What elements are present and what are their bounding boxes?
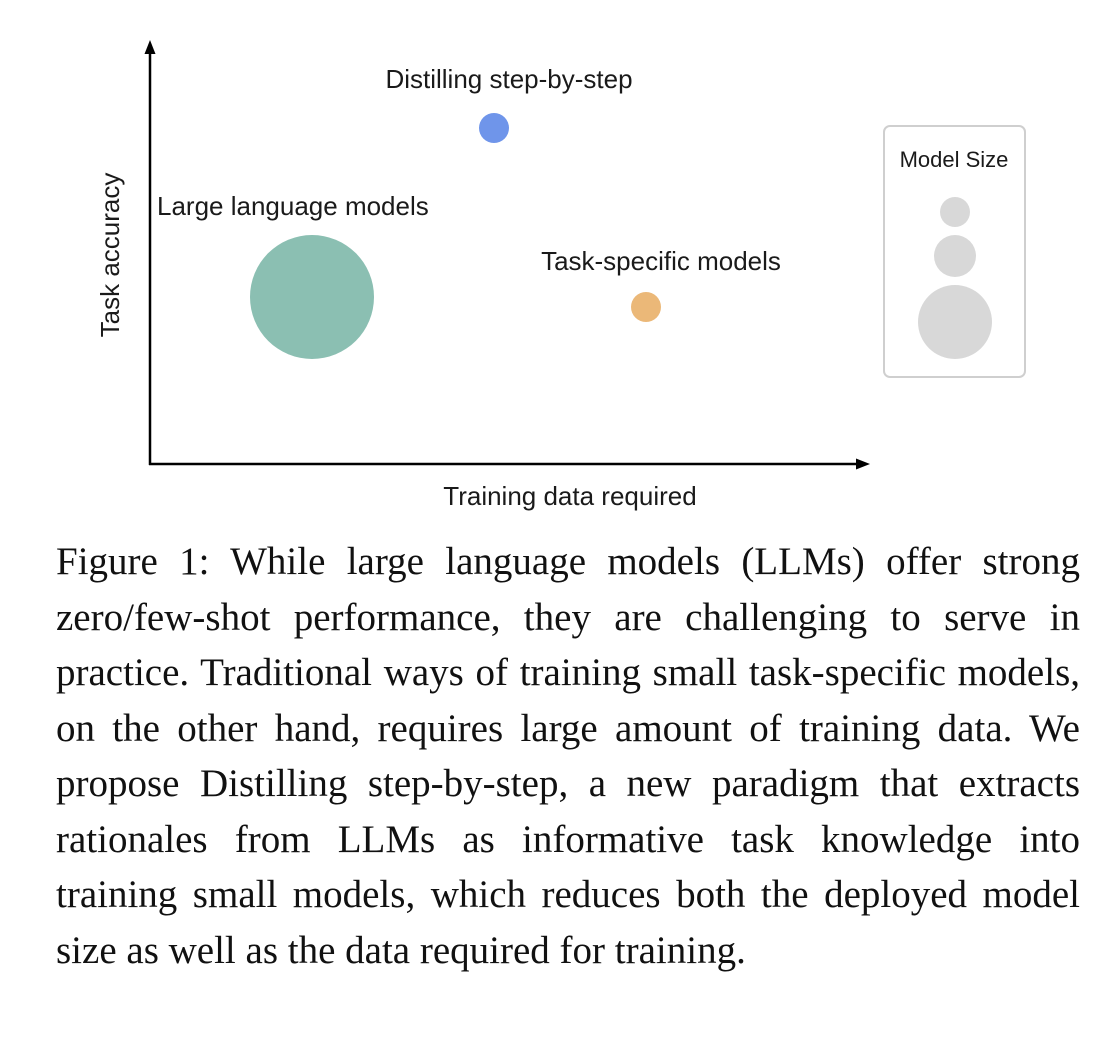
point-marker (479, 113, 509, 143)
figure-caption: Figure 1: While large language models (LLMs) offer strong zero/few-shot performance, they are challenging to serve in practice. Traditional ways of training small task-specific models, on the other hand, requires large amount of training data. We propose Distilling step-by-step, a new paradigm that extracts rationales from LLMs as informative task knowledge into training small models, which reduces both the deployed model size as well as the data required for training. (56, 540, 1080, 972)
point-large-language-models (157, 191, 429, 359)
y-axis-arrowhead (145, 40, 156, 54)
legend-size-small (940, 197, 970, 227)
point-marker (631, 292, 661, 322)
x-axis-arrowhead (856, 459, 870, 470)
x-axis-label: Training data required (443, 481, 697, 511)
legend-size-medium (934, 235, 976, 277)
legend-size-large (918, 285, 992, 359)
point-label: Distilling step-by-step (385, 64, 633, 94)
point-label: Task-specific models (541, 246, 781, 276)
point-marker (250, 235, 374, 359)
point-label: Large language models (157, 191, 429, 221)
point-distilling-step-by-step (385, 64, 632, 143)
model-size-legend (884, 126, 1025, 377)
point-task-specific-models (541, 246, 781, 322)
y-axis-label: Task accuracy (95, 172, 125, 338)
legend-title: Model Size (899, 147, 1009, 172)
